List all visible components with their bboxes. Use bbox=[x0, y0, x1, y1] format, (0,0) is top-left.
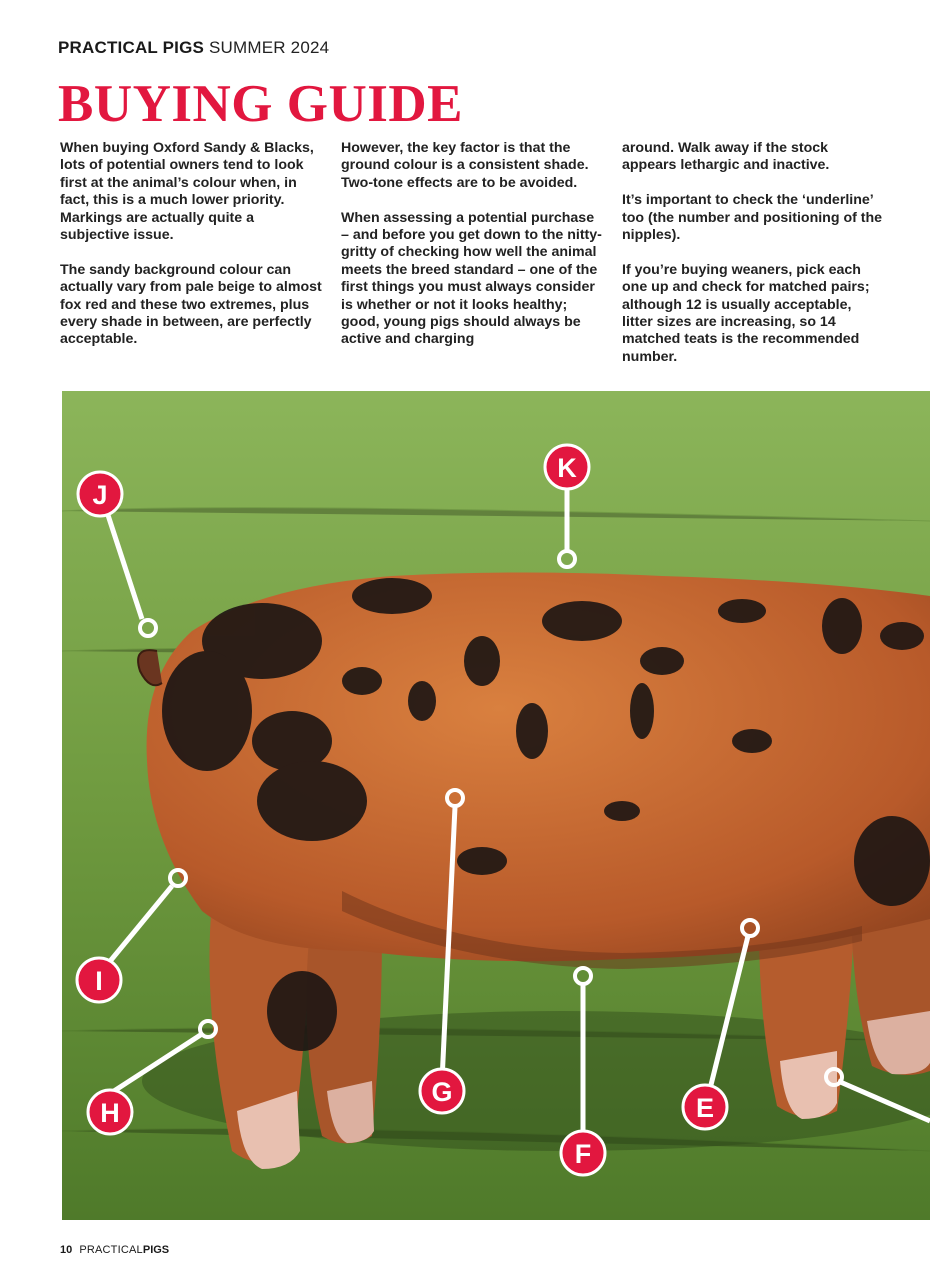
annotated-pig-illustration bbox=[62, 391, 930, 1220]
paragraph: It’s important to check the ‘underline’ too (the number and positioning of the nipples). bbox=[622, 192, 883, 244]
svg-text:F: F bbox=[574, 1139, 592, 1169]
marker-k bbox=[545, 445, 589, 489]
svg-text:J: J bbox=[92, 480, 108, 510]
marker-h bbox=[88, 1090, 132, 1134]
marker-i bbox=[77, 958, 121, 1002]
issue-date: SUMMER 2024 bbox=[209, 38, 330, 57]
text-column-2 bbox=[341, 140, 603, 366]
svg-text:G: G bbox=[431, 1077, 453, 1107]
marker-j bbox=[78, 472, 122, 516]
footer-brand-bold: PIGS bbox=[142, 1244, 170, 1256]
paragraph: However, the key factor is that the ground colour is a consistent shade. Two-tone effects are to be avoided. bbox=[341, 140, 589, 191]
text-column-3 bbox=[622, 140, 884, 384]
svg-text:H: H bbox=[100, 1098, 120, 1128]
footer-brand-light: PRACTICAL bbox=[79, 1244, 143, 1256]
text-column-1 bbox=[60, 140, 322, 366]
svg-text:I: I bbox=[95, 966, 103, 996]
page-footer bbox=[60, 1244, 169, 1256]
pig-photo bbox=[62, 391, 930, 1220]
paragraph: When buying Oxford Sandy & Blacks, lots of potential owners tend to look first at the animal’s colour when, in fact, this is a much lower priority. Markings are actually quite a subjective issue. bbox=[60, 140, 314, 244]
marker-g bbox=[420, 1069, 464, 1113]
svg-text:E: E bbox=[695, 1093, 715, 1123]
paragraph: around. Walk away if the stock appears lethargic and inactive. bbox=[622, 140, 830, 174]
marker-f bbox=[561, 1131, 605, 1175]
marker-e bbox=[683, 1085, 727, 1129]
paragraph: The sandy background colour can actually vary from pale beige to almost fox red and these two extremes, plus every shade in between, are perfectly acceptable. bbox=[60, 261, 322, 348]
magazine-header bbox=[58, 38, 329, 58]
paragraph: When assessing a potential purchase – and before you get down to the nitty-gritty of checking how well the animal meets the breed standard – one of the first things you must always consider is whether or not it looks healthy; good, young pigs should always be active and charging bbox=[341, 209, 602, 348]
page-number: 10 bbox=[60, 1244, 73, 1256]
paragraph: If you’re buying weaners, pick each one up and check for matched pairs; although 12 is usually acceptable, litter sizes are increasing, so 14 matched teats is the recommended number. bbox=[622, 261, 870, 365]
page-title: BUYING GUIDE bbox=[58, 75, 464, 133]
svg-text:K: K bbox=[557, 453, 577, 483]
magazine-name: PRACTICAL PIGS bbox=[58, 38, 205, 57]
